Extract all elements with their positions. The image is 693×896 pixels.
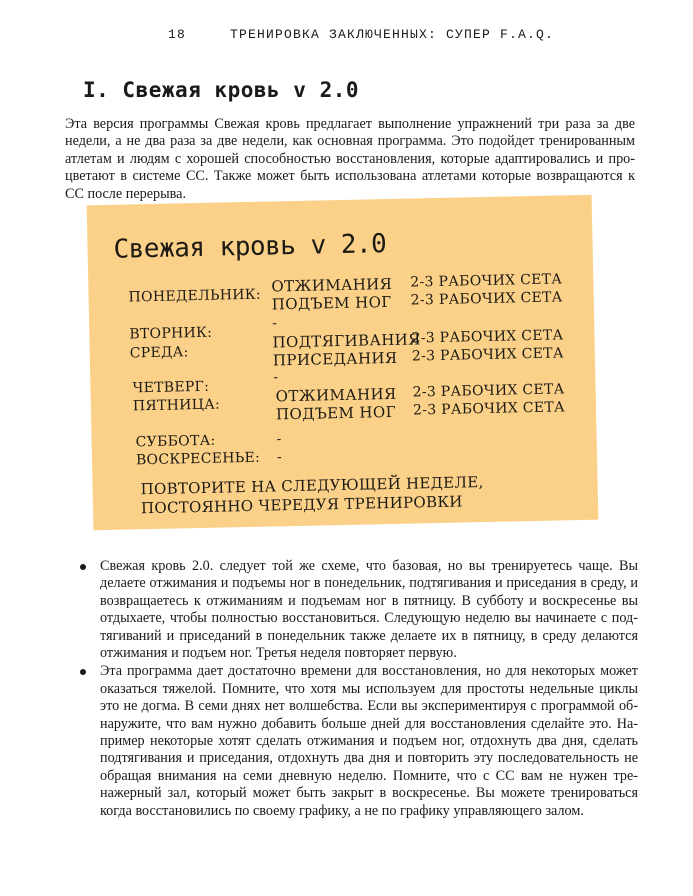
sets-leg-raises-friday: 2-3 РАБОЧИХ СЕТА	[412, 399, 566, 419]
exercise-pullups-wednesday: ПОДТЯГИВАНИЯ	[272, 330, 421, 352]
card-footer-line2: ПОСТОЯННО ЧЕРЕДУЯ ТРЕНИРОВКИ	[140, 492, 463, 518]
sets-pushups-monday: 2-3 РАБОЧИХ СЕТА	[410, 271, 563, 291]
running-title: ТРЕНИРОВКА ЗАКЛЮЧЕННЫХ: СУПЕР F.A.Q.	[230, 27, 555, 42]
exercise-leg-raises-friday: ПОДЪЕМ НОГ	[275, 402, 397, 424]
program-card-content	[87, 195, 599, 531]
day-thursday: ЧЕТВЕРГ:	[132, 378, 210, 397]
day-monday: ПОНЕДЕЛЬНИК:	[128, 286, 262, 306]
bullet-dot-icon	[80, 564, 86, 570]
rest-mark-thursday: -	[273, 369, 279, 386]
exercise-leg-raises-monday: ПОДЪЕМ НОГ	[271, 292, 392, 314]
running-header	[168, 27, 555, 42]
sets-pushups-friday: 2-3 РАБОЧИХ СЕТА	[412, 381, 565, 401]
day-wednesday: СРЕДА:	[129, 344, 189, 362]
bullet-item	[78, 558, 638, 662]
intro-paragraph: Эта версия программы Свежая кровь предлагает выполнение упражнений три раза за две недели, а не два раза за две недели, как основная программа. Это подойдет тренированным атлетам и людям с хорошей способностью восстановления, которые адаптировались и процветают в системе СС. Также может быть использована атлетами которые возвращаются к СС после перерыва.	[65, 116, 635, 202]
rest-mark-saturday: -	[276, 431, 282, 448]
sets-pullups-wednesday: 2-3 РАБОЧИХ СЕТА	[411, 327, 564, 347]
sets-leg-raises-monday: 2-3 РАБОЧИХ СЕТА	[410, 289, 563, 309]
page-number: 18	[168, 27, 187, 42]
exercise-squats-wednesday: ПРИСЕДАНИЯ	[272, 348, 398, 370]
section-title: I. Свежая кровь v 2.0	[83, 78, 360, 102]
bullet-list	[78, 558, 638, 821]
bullet-text: Эта программа дает достаточно времени для восстановления, но для некоторых может оказаться тяжелой. Помните, что хотя мы используем для простоты недельные циклы это не догма. В семи днях нет волшебства. Если вы экспериментируя с программой обнаружите, что вам нужно добавить больше дней для восстановления сделайте это. Например некоторые хотят сделать отжимания и подъем ног, отдохнуть два дня, сделать подтягивания и приседания, отдохнуть два дня и повторить эту последовательность не обращая внимания на семи дневную неделю. Помните, что с СС вам не нужен тренажерный зал, который может быть закрыт в воскресенье. Вы можете тренироваться когда восстановились по своему графику, а не по графику управляющего залом.	[100, 663, 638, 819]
exercise-pushups-friday: ОТЖИМАНИЯ	[275, 384, 397, 406]
card-footer-line1: ПОВТОРИТЕ НА СЛЕДУЮЩЕЙ НЕДЕЛЕ,	[140, 473, 484, 499]
day-saturday: СУББОТА:	[135, 432, 216, 451]
bullet-text: Свежая кровь 2.0. следует той же схеме, что базовая, но вы тренируетесь чаще. Вы делаете отжимания и подъемы ног в понедельник, подтягивания и приседания в среду, и возвращаетесь к отжиманиям и подъемам ног в пятницу. В субботу и воскресенье вы отдыхаете, чтобы полностью восстановиться. Следующую неделю вы начинаете с подтягиваний и приседаний в понедельник также делаете их в пятницу, в среду делаются отжимания и подъем ног. Третья неделя повторяет первую.	[100, 558, 638, 662]
rest-mark-sunday: -	[276, 449, 282, 466]
bullet-item	[78, 663, 638, 820]
sets-squats-wednesday: 2-3 РАБОЧИХ СЕТА	[411, 345, 564, 365]
exercise-pushups-monday: ОТЖИМАНИЯ	[271, 274, 393, 296]
card-title: Свежая кровь v 2.0	[113, 229, 387, 265]
day-friday: ПЯТНИЦА:	[132, 396, 221, 415]
program-card	[90, 200, 595, 525]
bullet-dot-icon	[80, 669, 86, 675]
rest-mark-tuesday: -	[271, 315, 278, 332]
day-sunday: ВОСКРЕСЕНЬЕ:	[135, 449, 261, 469]
day-tuesday: ВТОРНИК:	[129, 324, 213, 343]
